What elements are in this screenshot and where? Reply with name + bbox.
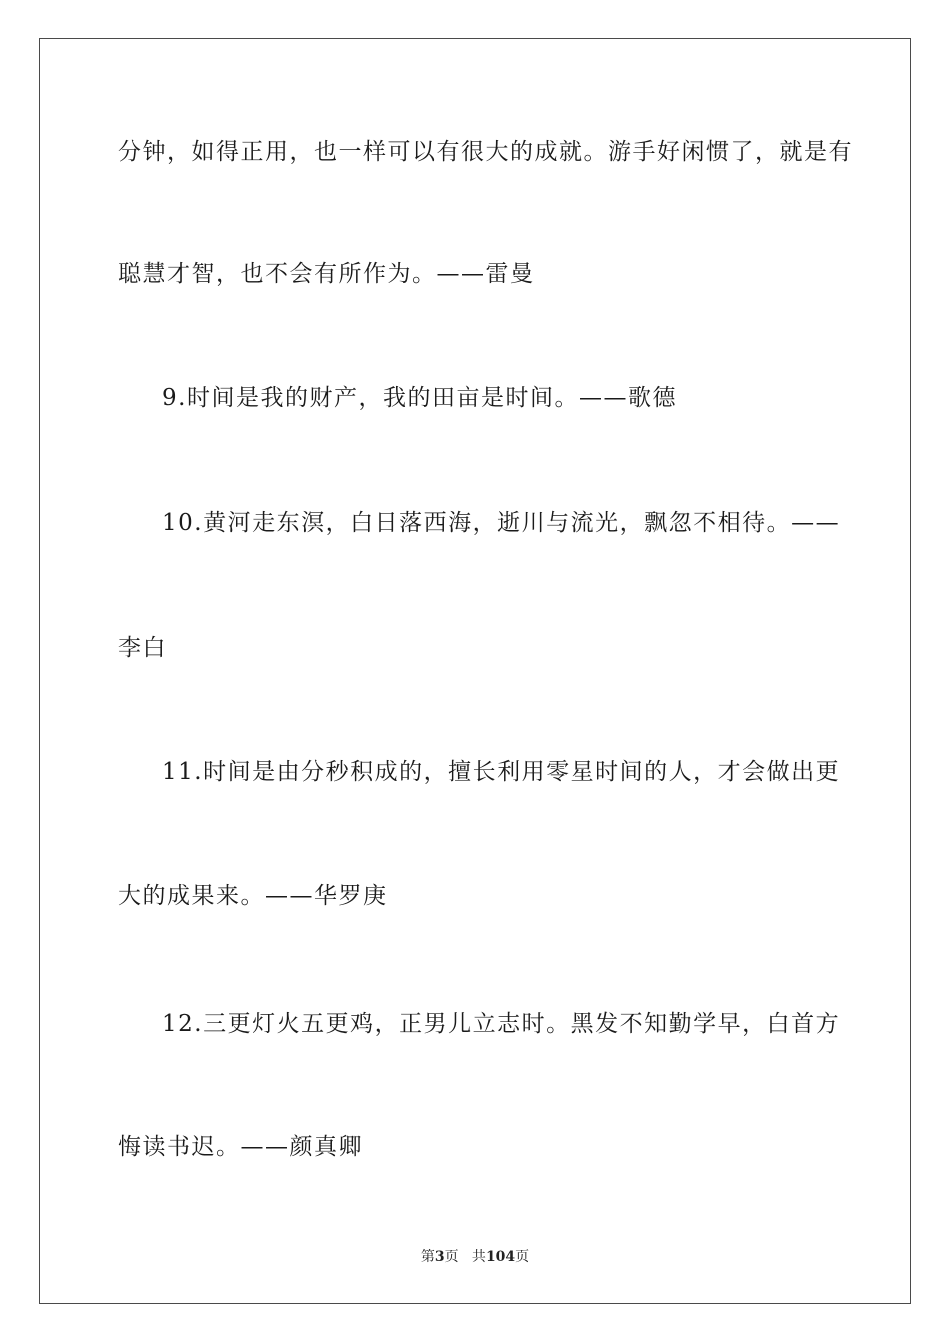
footer-suffix: 页 — [515, 1249, 530, 1265]
text-line: 大的成果来。——华罗庚 — [118, 883, 388, 909]
text-line: 10.黄河走东溟，白日落西海，逝川与流光，飘忽不相待。—— — [162, 510, 841, 536]
text-line: 李白 — [118, 635, 167, 661]
footer-prefix: 第 — [420, 1249, 435, 1265]
text-line: 12.三更灯火五更鸡，正男儿立志时。黑发不知勤学早，白首方 — [162, 1011, 841, 1037]
text-line: 聪慧才智，也不会有所作为。——雷曼 — [118, 261, 535, 287]
page-border — [39, 38, 911, 1304]
total-page-count: 104 — [485, 1249, 516, 1265]
text-line: 分钟，如得正用，也一样可以有很大的成就。游手好闲惯了，就是有 — [118, 139, 853, 165]
current-page-number: 3 — [434, 1249, 445, 1265]
text-line: 悔读书迟。——颜真卿 — [118, 1134, 363, 1160]
text-line: 11.时间是由分秒积成的，擅长利用零星时间的人，才会做出更 — [162, 759, 841, 785]
footer-middle: 页 共 — [444, 1249, 486, 1265]
page-footer — [0, 1246, 950, 1266]
text-line: 9.时间是我的财产，我的田亩是时间。——歌德 — [162, 385, 677, 411]
